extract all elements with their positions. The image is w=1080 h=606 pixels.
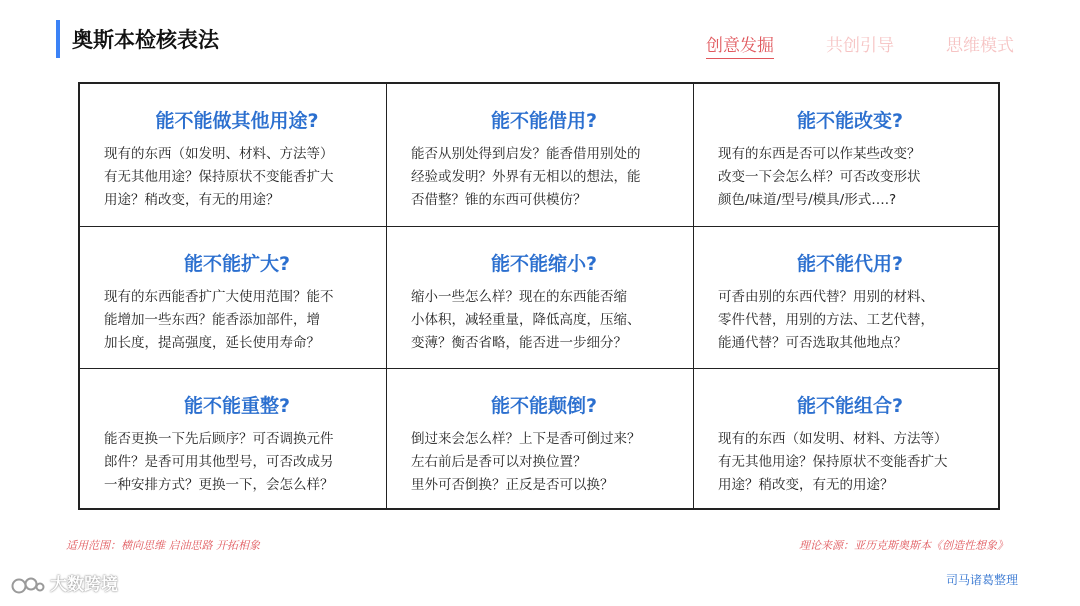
cell-line: 里外可否倒换？正反是否可以换？ xyxy=(411,477,614,493)
cell-line: 用途？稍改变，有无的用途？ xyxy=(104,192,280,208)
grid-cell-reverse xyxy=(387,369,694,508)
cell-line: 左右前后是香可以对换位置？ xyxy=(411,454,587,470)
grid-cell-borrow xyxy=(387,84,694,227)
cell-body xyxy=(104,143,370,212)
grid-cell-shrink xyxy=(387,227,694,369)
cell-line: 否借整？锥的东西可供模仿？ xyxy=(411,192,587,208)
cell-line: 能通代替？可否选取其他地点？ xyxy=(718,335,907,351)
page-title: 奥斯本检核表法 xyxy=(72,28,219,52)
cell-line: 缩小一些怎么样？现在的东西能否缩 xyxy=(411,289,627,305)
title-accent-bar xyxy=(56,20,219,58)
compiler-credit: 司马诸葛整理 xyxy=(945,573,1018,587)
tab-creative-discovery[interactable]: 创意发掘 xyxy=(706,31,774,59)
watermark-logo-icon xyxy=(10,574,46,596)
watermark xyxy=(10,570,118,596)
watermark-text: 大数跨境 xyxy=(50,575,118,595)
tab-thinking-mode[interactable]: 思维模式 xyxy=(946,36,1014,56)
cell-line: 能增加一些东西？能香添加部件，增 xyxy=(104,312,320,328)
grid-cell-expand xyxy=(80,227,387,369)
cell-line: 能否从别处得到启发？能香借用别处的 xyxy=(411,146,641,162)
cell-line: 现有的东西（如发明、材料、方法等） xyxy=(718,431,948,447)
cell-line: 倒过来会怎么样？上下是香可倒过来？ xyxy=(411,431,641,447)
cell-line: 郎件？是香可用其他型号，可否改成另 xyxy=(104,454,334,470)
cell-body xyxy=(104,286,370,355)
cell-line: 一种安排方式？更换一下，会怎么样？ xyxy=(104,477,334,493)
cell-body xyxy=(718,286,982,355)
cell-line: 零件代替，用别的方法、工艺代替， xyxy=(718,312,934,328)
cell-body xyxy=(411,286,677,355)
cell-line: 有无其他用途？保持原状不变能香扩大 xyxy=(718,454,948,470)
cell-title: 能不能缩小? xyxy=(490,253,598,275)
cell-line: 小体积，减轻重量，降低高度，压缩、 xyxy=(411,312,641,328)
cell-line: 现有的东西（如发明、材料、方法等） xyxy=(104,146,334,162)
cell-title: 能不能重整? xyxy=(183,395,291,417)
cell-line: 有无其他用途？保持原状不变能香扩大 xyxy=(104,169,334,185)
cell-line: 能否更换一下先后顾序？可否调换元件 xyxy=(104,431,334,447)
cell-line: 经验或发明？外界有无相以的想法，能 xyxy=(411,169,641,185)
grid-cell-substitute xyxy=(694,227,998,369)
cell-body xyxy=(104,428,370,497)
cell-title: 能不能改变? xyxy=(796,110,904,132)
cell-line: 改变一下会怎么样？可否改变形状 xyxy=(718,169,921,185)
checklist-grid xyxy=(78,82,1000,510)
cell-title: 能不能做其他用途? xyxy=(155,110,319,132)
cell-body xyxy=(411,428,677,497)
cell-line: 现有的东西能香扩广大使用范围？能不 xyxy=(104,289,334,305)
cell-line: 变薄？衡否省略，能否进一步细分？ xyxy=(411,335,627,351)
cell-line: 用途？稍改变，有无的用途？ xyxy=(718,477,894,493)
cell-title: 能不能扩大? xyxy=(183,253,291,275)
cell-line: 现有的东西是否可以作某些改变？ xyxy=(718,146,921,162)
cell-body xyxy=(718,428,982,497)
cell-line: 颜色/味道/型号/模具/形式….? xyxy=(718,192,897,208)
source-note: 理论来源：亚历克斯奥斯本《创造性想象》 xyxy=(799,539,1008,552)
grid-cell-rearrange xyxy=(80,369,387,508)
grid-cell-other-uses xyxy=(80,84,387,227)
cell-body xyxy=(411,143,677,212)
cell-line: 可香由别的东西代替？用别的材料、 xyxy=(718,289,934,305)
scope-note: 适用范围：横向思维 启油思路 开拓相象 xyxy=(66,539,260,552)
cell-line: 加长度，提高强度，延长使用寿命？ xyxy=(104,335,320,351)
cell-body xyxy=(718,143,982,212)
grid-cell-combine xyxy=(694,369,998,508)
cell-title: 能不能代用? xyxy=(796,253,904,275)
tab-co-creation-guide[interactable]: 共创引导 xyxy=(826,36,894,56)
cell-title: 能不能组合? xyxy=(796,395,904,417)
grid-cell-change xyxy=(694,84,998,227)
tab-bar xyxy=(700,31,1030,57)
cell-title: 能不能借用? xyxy=(490,110,598,132)
cell-title: 能不能颠倒? xyxy=(490,395,598,417)
